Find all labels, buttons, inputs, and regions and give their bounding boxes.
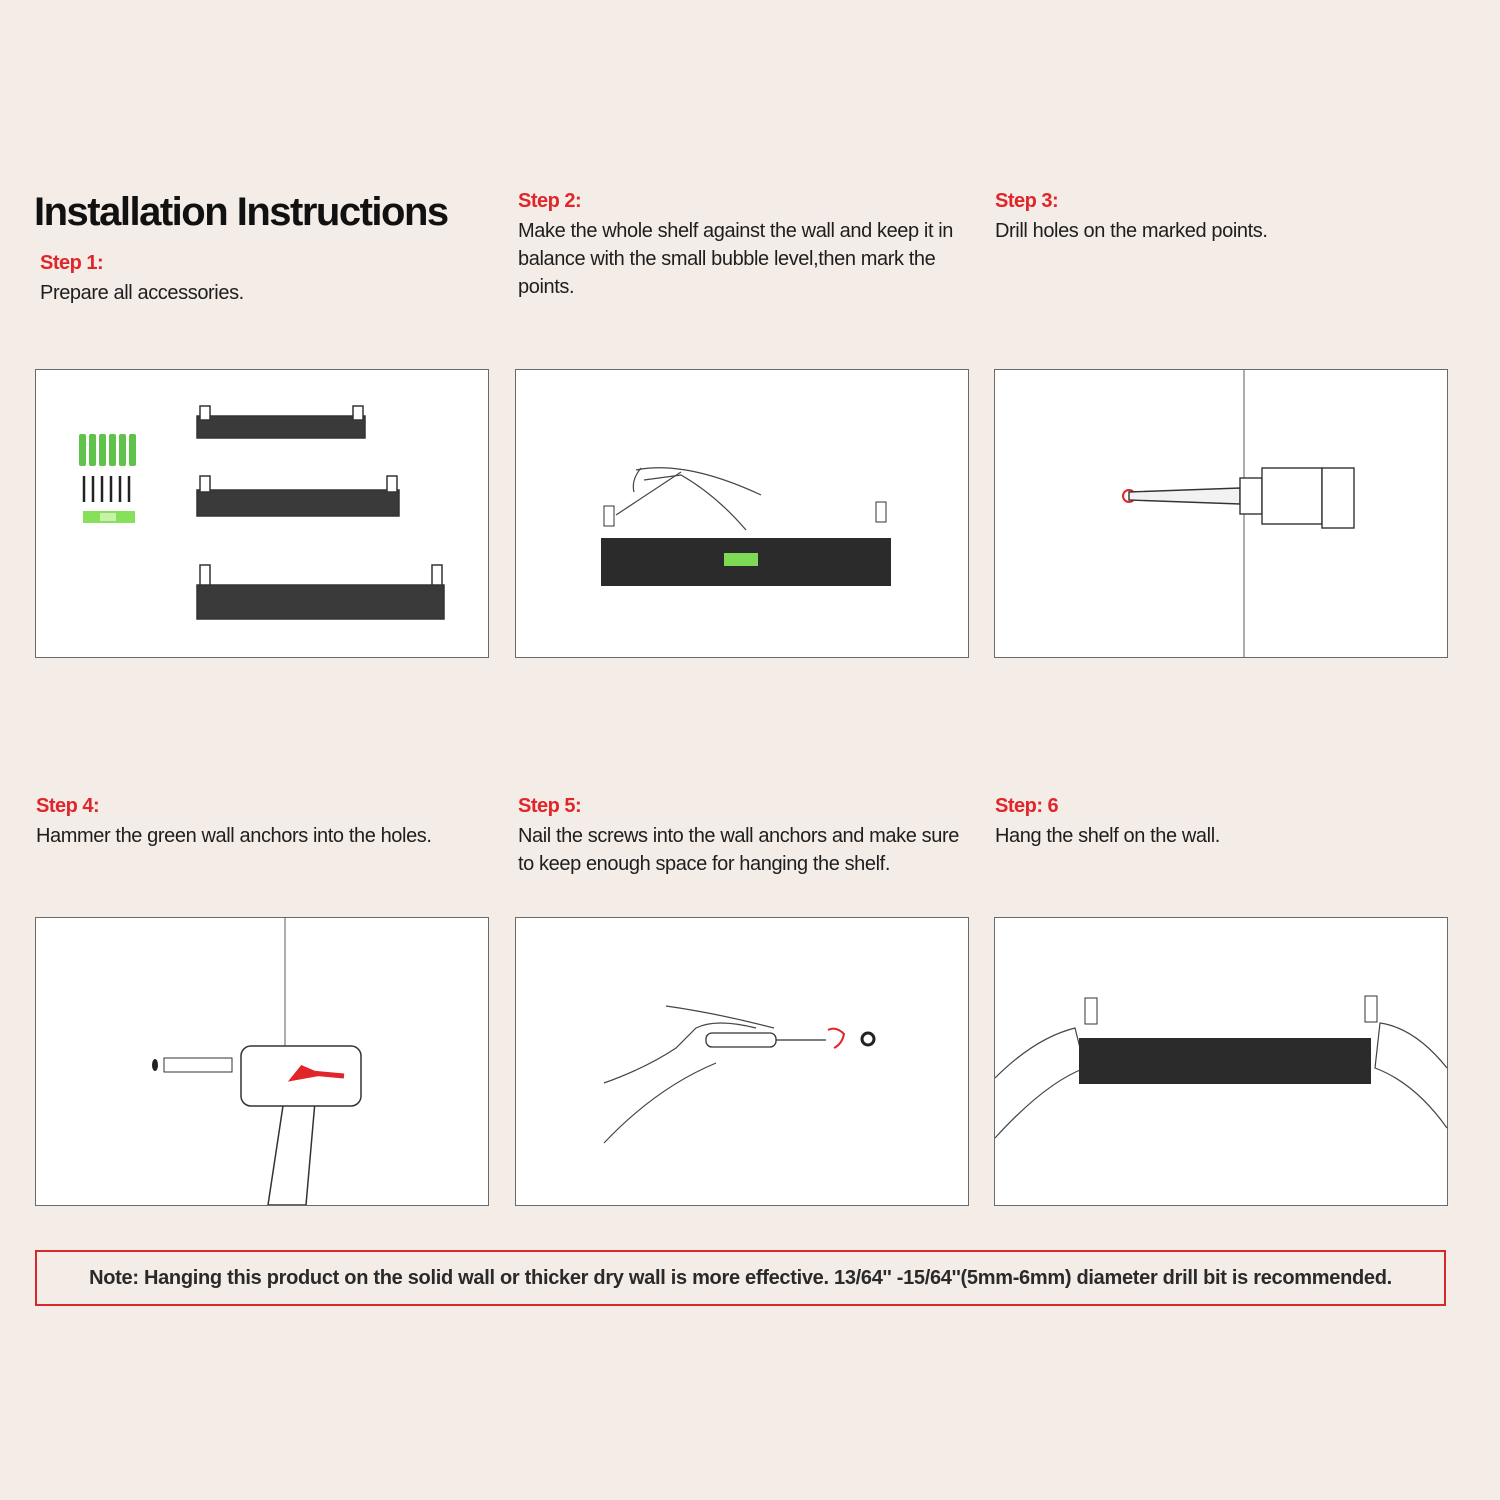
step-4-text [36,795,496,850]
hand-icon [604,1006,774,1143]
anchor-hole-icon [862,1033,874,1045]
accessories-illustration [36,370,488,657]
step-1-label: Step 1: [40,252,104,274]
step-3-text [995,190,1455,245]
screws-icon [84,476,129,502]
step-2-label: Step 2: [518,190,582,212]
screwdriver-illustration [516,918,968,1205]
step-2-text [518,190,978,301]
rotate-arrow-icon [828,1029,844,1048]
hammer-illustration [36,918,488,1205]
drill-illustration [995,370,1447,657]
mounted-shelf-icon [1079,996,1377,1084]
step-5-panel [515,917,969,1206]
step-1-panel [35,369,489,658]
mark-points-illustration [516,370,968,657]
step-2-panel [515,369,969,658]
note-text: Note: Hanging this product on the solid wall or thicker dry wall is more effective. 13/64'' -15/64''(5mm-6mm) diameter drill bit is recommended. [89,1266,1392,1289]
step-6-description: Hang the shelf on the wall. [995,825,1220,847]
medium-shelf-icon [197,476,399,516]
hand-pencil-icon [616,468,761,530]
wall-anchors-icon [79,434,136,466]
step-5-label: Step 5: [518,795,582,817]
step-4-panel [35,917,489,1206]
screwdriver-icon [706,1033,826,1047]
step-6-panel [994,917,1448,1206]
note-box [35,1250,1446,1306]
step-3-description: Drill holes on the marked points. [995,220,1268,242]
hole-icon [152,1059,158,1071]
drill-bit-icon [1129,468,1354,528]
step-3-label: Step 3: [995,190,1059,212]
large-shelf-icon [197,565,444,619]
bubble-level-icon [83,511,135,523]
step-4-label: Step 4: [36,795,100,817]
small-shelf-icon [197,406,365,438]
step-6-label: Step: 6 [995,795,1059,817]
step-6-text [995,795,1455,850]
page-title: Installation Instructions [34,190,448,234]
shelf-with-level-icon [601,502,891,586]
step-2-description: Make the whole shelf against the wall and keep it in balance with the small bubble level,then mark the points. [518,220,954,298]
step-5-text [518,795,978,878]
step-3-panel [994,369,1448,658]
step-1-text [40,252,500,307]
step-5-description: Nail the screws into the wall anchors and make sure to keep enough space for hanging the shelf. [518,825,959,875]
hang-shelf-illustration [995,918,1447,1205]
step-1-description: Prepare all accessories. [40,282,244,304]
step-4-description: Hammer the green wall anchors into the holes. [36,825,432,847]
anchor-outline-icon [164,1058,232,1072]
